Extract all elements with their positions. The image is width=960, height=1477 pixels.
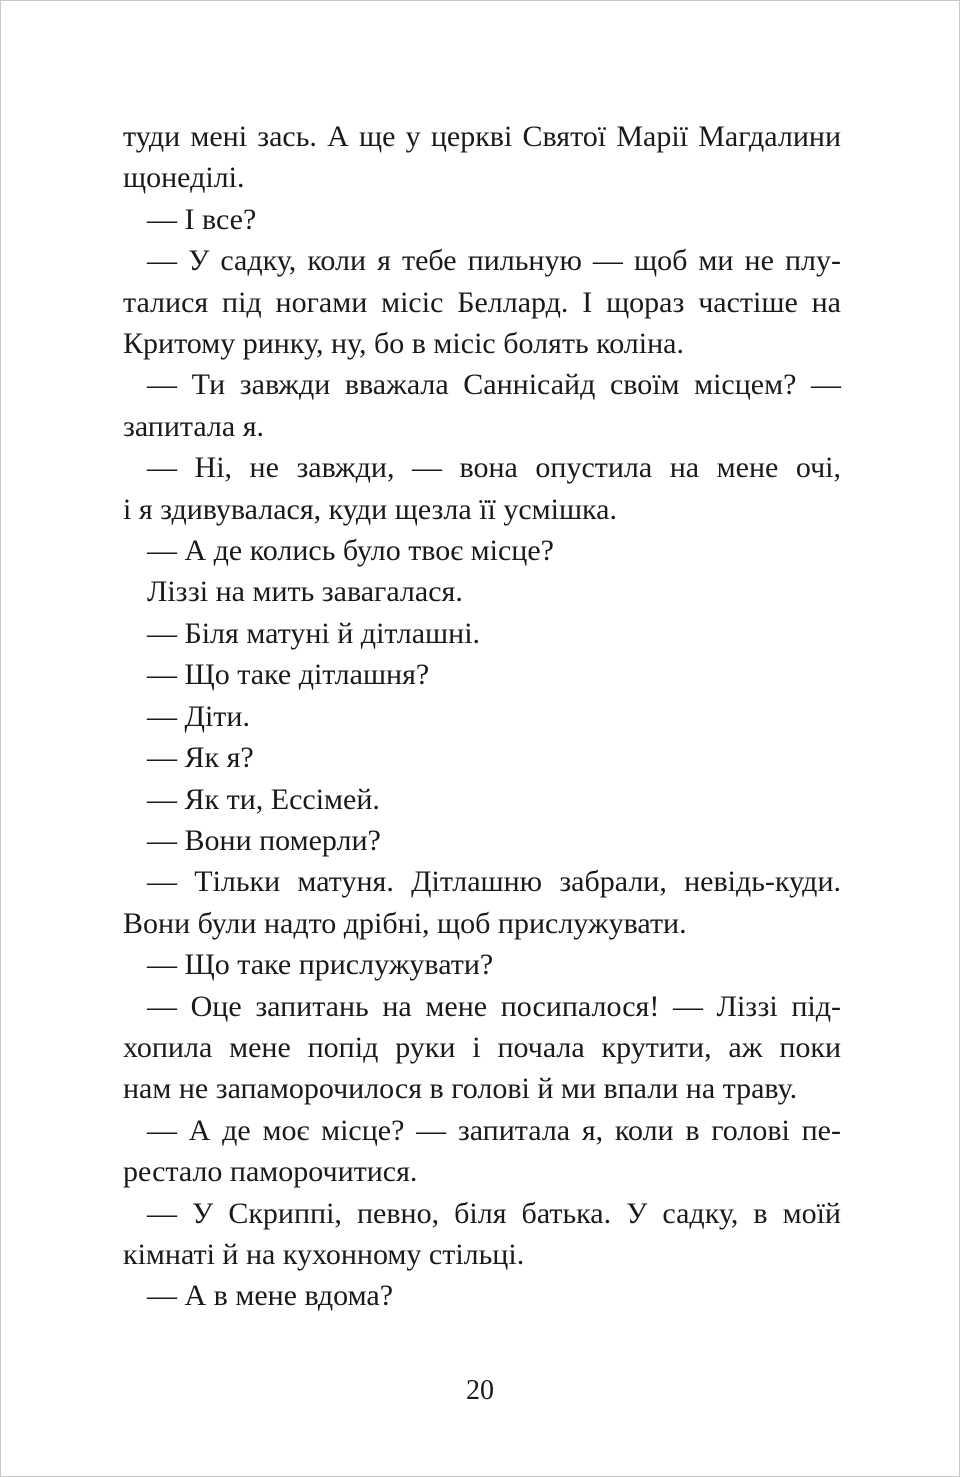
paragraph	[123, 240, 841, 364]
paragraph	[123, 861, 841, 944]
text-line: Критому ринку, ну, бо в місіс болять коліна.	[123, 327, 684, 361]
paragraph	[123, 1110, 841, 1193]
text-line: — У садку, коли я тебе пильную — щоб ми не плу-	[147, 244, 841, 278]
text-line: — Діти.	[147, 699, 250, 733]
text-line: і я здивувалася, куди щезла її усмішка.	[123, 492, 617, 526]
text-line: щонеділі.	[123, 161, 245, 195]
paragraph	[123, 116, 841, 199]
paragraph	[123, 447, 841, 530]
text-line: — Ти завжди вважала Саннісайд своїм місцем? —	[147, 368, 841, 402]
paragraph	[123, 696, 841, 737]
paragraph	[123, 530, 841, 571]
paragraph	[123, 199, 841, 240]
paragraph	[123, 1275, 841, 1316]
text-line: рестало паморочитися.	[123, 1155, 418, 1189]
text-line: нам не запаморочилося в голові й ми впали на траву.	[123, 1072, 798, 1106]
text-line: — А в мене вдома?	[147, 1279, 394, 1313]
text-line: кімнаті й на кухонному стільці.	[123, 1237, 525, 1271]
text-line: туди мені зась. А ще у церкві Святої Марії Магдалини	[123, 120, 841, 153]
text-line: — Оце запитань на мене посипалося! — Ліззі під-	[147, 989, 841, 1023]
text-line: — А де моє місце? — запитала я, коли в голові пе-	[147, 1113, 841, 1147]
text-line: — Що таке прислужувати?	[147, 948, 494, 982]
text-line: хопила мене попід руки і почала крутити, аж поки	[123, 1030, 841, 1064]
text-line: талися під ногами місіс Беллард. І щораз частіше на	[123, 285, 841, 319]
text-line: — Біля матуні й дітлашні.	[147, 616, 481, 650]
page-text	[123, 116, 841, 1317]
text-line: — Ні, не завжди, — вона опустила на мене очі,	[147, 451, 841, 485]
text-line: — І все?	[147, 202, 257, 236]
text-line: Ліззі на мить завагалася.	[147, 575, 463, 609]
paragraph	[123, 1193, 841, 1276]
text-line: — Як ти, Ессімей.	[147, 782, 380, 816]
text-line: — У Скриппі, певно, біля батька. У садку, в моїй	[147, 1196, 841, 1230]
paragraph	[123, 820, 841, 861]
paragraph	[123, 364, 841, 447]
text-line: запитала я.	[123, 409, 265, 443]
text-line: — Як я?	[147, 741, 254, 775]
page-number: 20	[466, 1375, 494, 1406]
text-line: — Вони померли?	[147, 823, 381, 857]
paragraph	[123, 571, 841, 612]
paragraph	[123, 737, 841, 778]
paragraph	[123, 654, 841, 695]
paragraph	[123, 613, 841, 654]
text-line: Вони були надто дрібні, щоб прислужувати.	[123, 906, 687, 940]
text-line: — Що таке дітлашня?	[147, 658, 430, 692]
paragraph	[123, 944, 841, 985]
text-line: — Тільки матуня. Дітлашню забрали, невідь-куди.	[147, 865, 841, 899]
paragraph	[123, 779, 841, 820]
paragraph	[123, 986, 841, 1110]
text-line: — А де колись було твоє місце?	[147, 534, 554, 568]
